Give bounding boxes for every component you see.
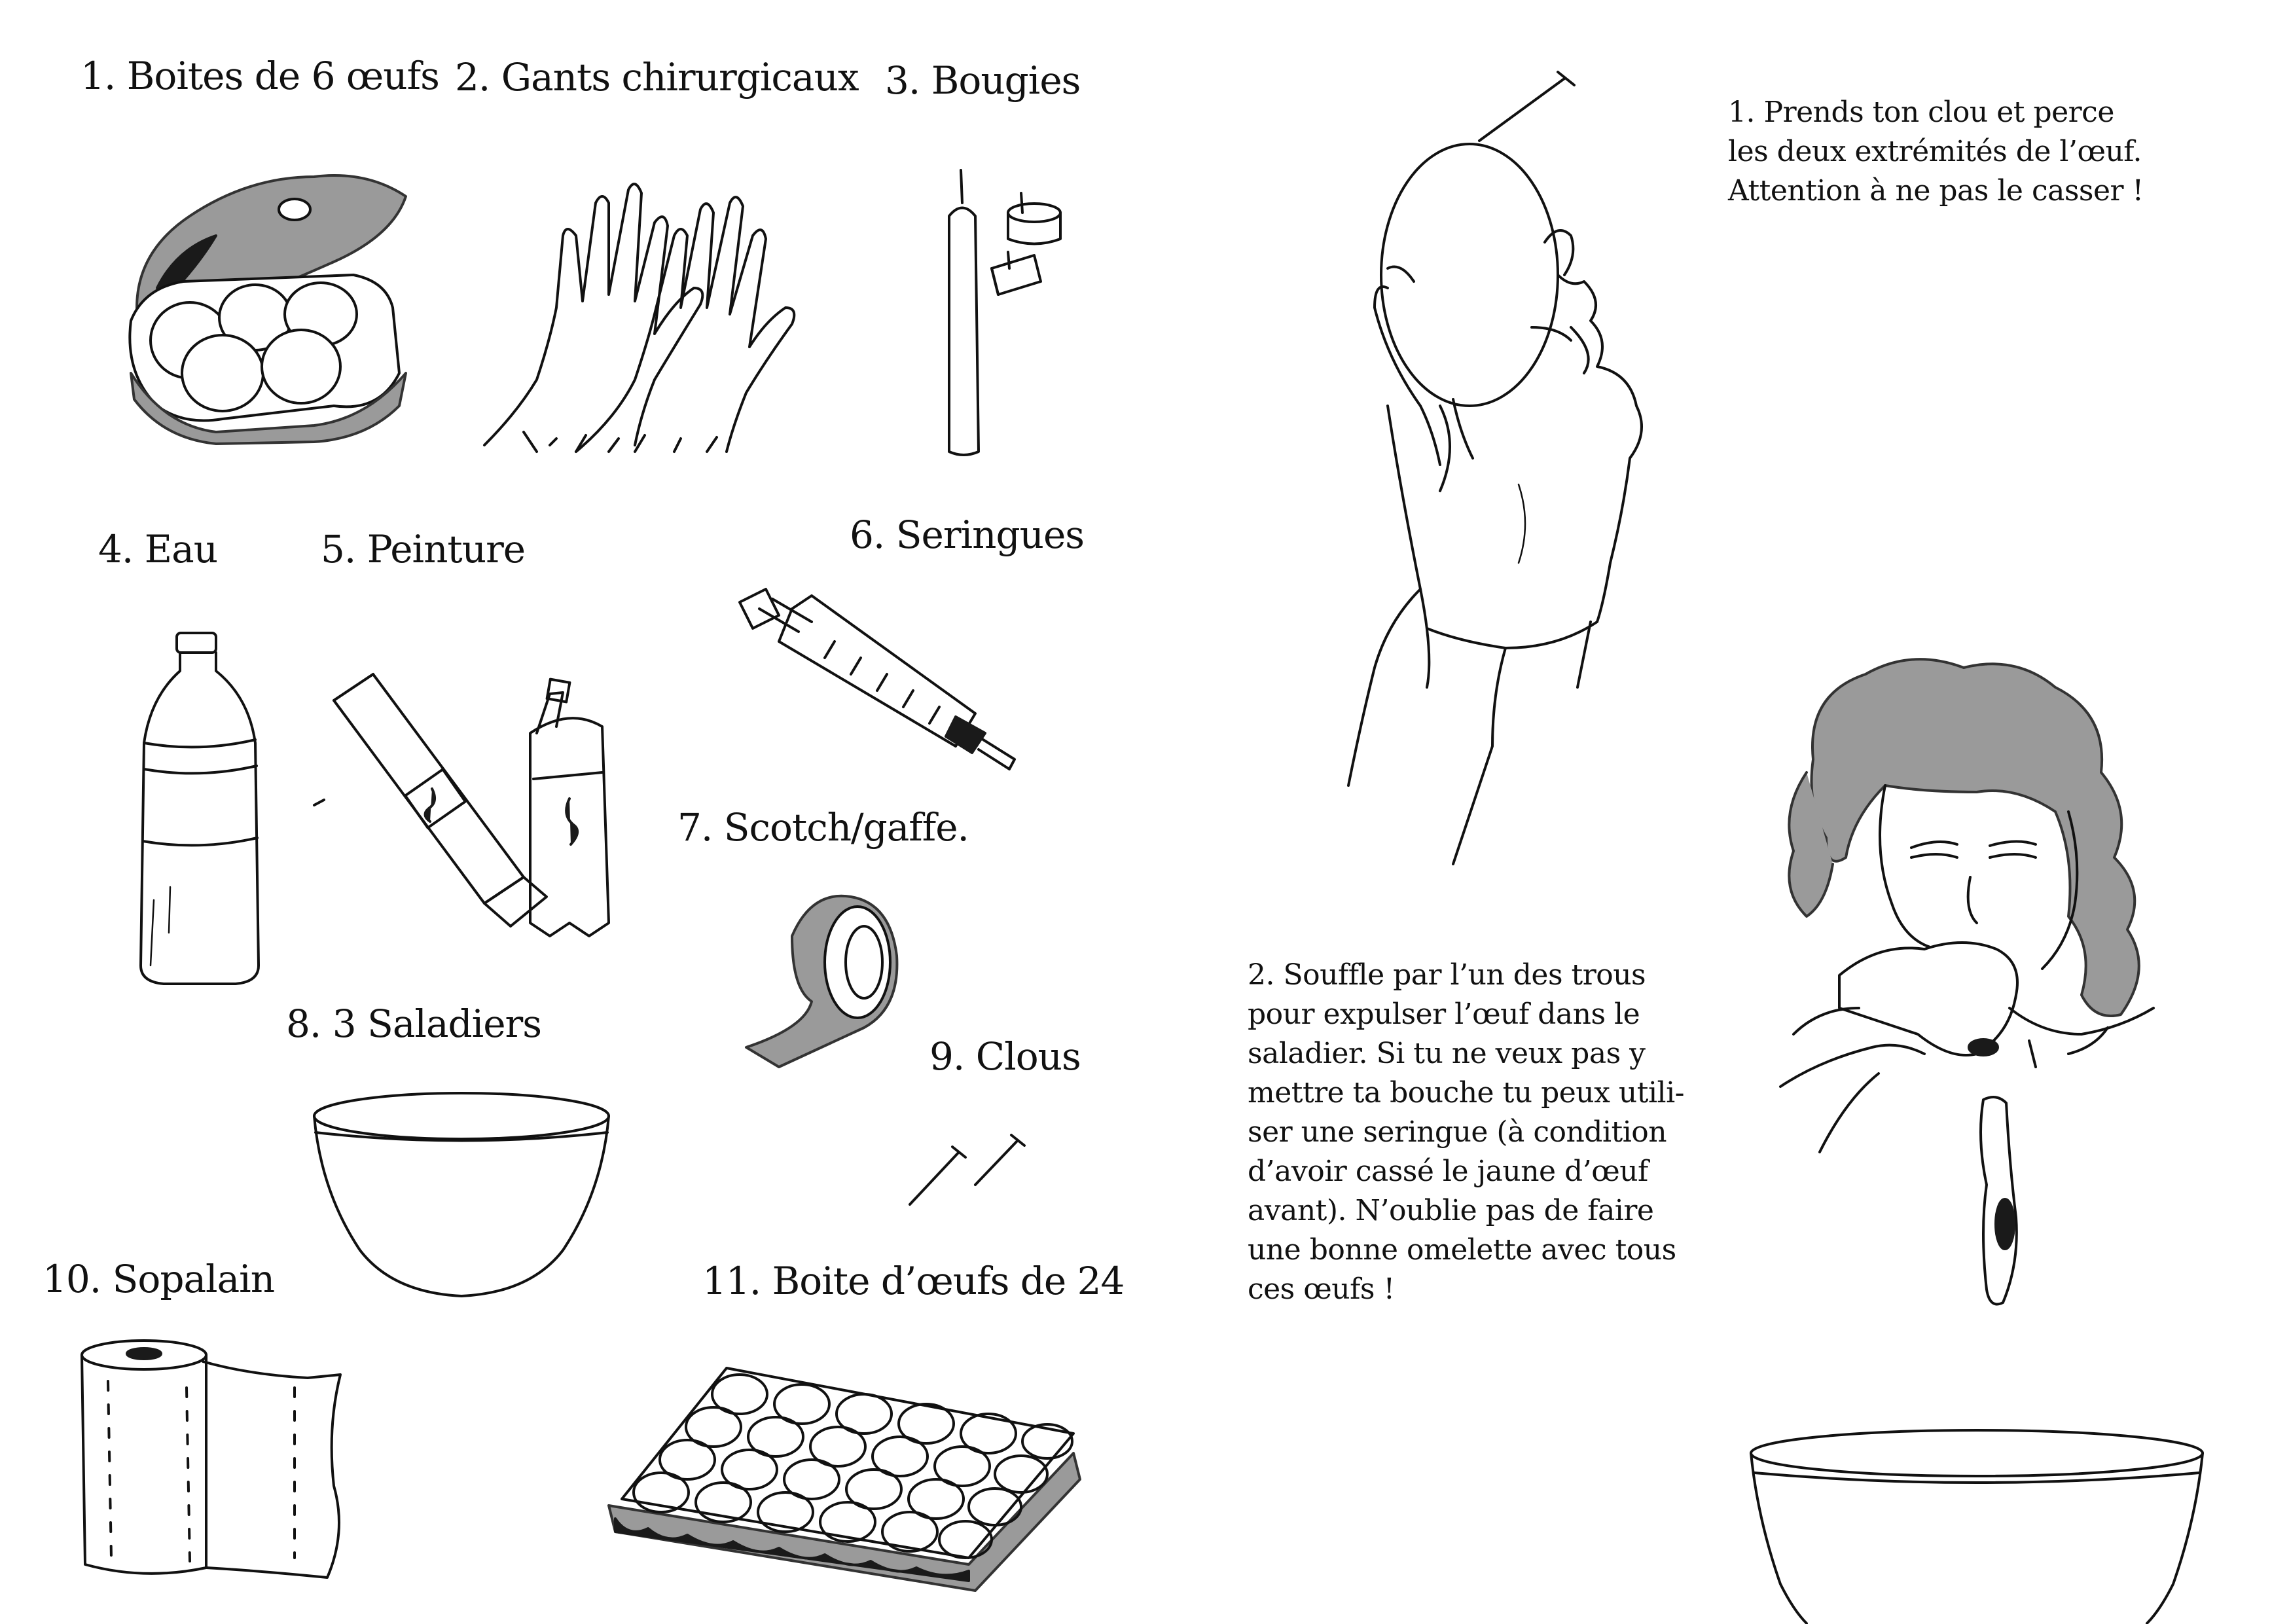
step-2-line: mettre ta bouche tu peux utili-: [1248, 1076, 1685, 1110]
step-1-line: 1. Prends ton clou et perce: [1728, 96, 2114, 129]
step-2-text: [1248, 956, 1684, 1309]
supply-label-salad-bowls: 8. 3 Saladiers: [286, 1001, 542, 1046]
surgical-gloves-icon: [478, 164, 805, 458]
salad-bowl-icon: [308, 1087, 615, 1309]
egg-tray-24-icon: [602, 1355, 1087, 1591]
supply-label-tape: 7. Scotch/gaffe.: [677, 805, 969, 850]
paint-tubes-icon: [321, 628, 648, 982]
step-1-text: [1728, 93, 2144, 211]
step-2-line: ces œufs !: [1248, 1272, 1395, 1306]
nails-icon: [897, 1126, 1047, 1218]
step-2-line: une bonne omelette avec tous: [1248, 1233, 1676, 1267]
supply-label-candles: 3. Bougies: [885, 58, 1081, 103]
supply-label-syringe: 6. Seringues: [850, 513, 1085, 557]
step-2-line: avant). N’oublie pas de faire: [1248, 1194, 1654, 1227]
step-2-line: saladier. Si tu ne veux pas y: [1248, 1037, 1646, 1070]
step-1-line: Attention à ne pas le casser !: [1728, 174, 2144, 208]
step-2-line: pour expulser l’œuf dans le: [1248, 998, 1640, 1031]
water-bottle-icon: [131, 625, 281, 992]
supply-label-nails: 9. Clous: [929, 1034, 1081, 1079]
supply-label-paint: 5. Peinture: [321, 527, 526, 571]
syringe-icon: [727, 576, 1021, 792]
hand-holding-egg-icon: [1322, 65, 1689, 877]
step-2-line: ser une seringue (à condition: [1248, 1115, 1667, 1149]
step-1-line: les deux extrémités de l’œuf.: [1728, 135, 2142, 168]
candles-icon: [923, 164, 1093, 465]
supply-label-egg-box-6: 1. Boites de 6 œufs: [81, 54, 439, 98]
supply-label-surgical-gloves: 2. Gants chirurgicaux: [455, 55, 859, 99]
supply-label-water: 4. Eau: [98, 527, 218, 571]
step-2-line: 2. Souffle par l’un des trous: [1248, 958, 1646, 992]
tape-roll-icon: [740, 884, 916, 1074]
person-blowing-egg-icon: [1728, 641, 2212, 1623]
paper-towel-icon: [79, 1335, 347, 1584]
supply-label-paper-towel: 10. Sopalain: [43, 1257, 275, 1301]
supply-label-egg-tray-24: 11. Boite d’œufs de 24: [702, 1259, 1125, 1303]
egg-box-6-icon: [118, 157, 419, 445]
step-2-line: d’avoir cassé le jaune d’œuf: [1248, 1155, 1648, 1188]
